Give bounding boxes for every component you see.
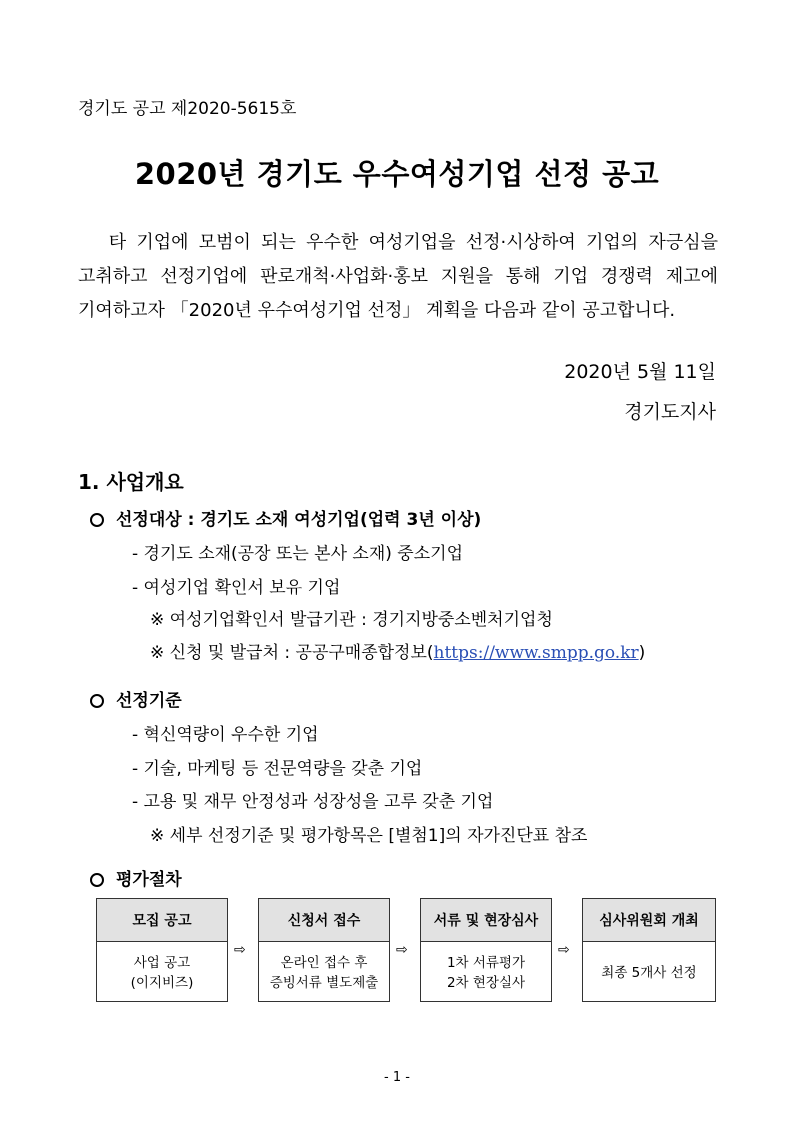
intro-line: 타 기업에 모범이 되는 우수한 여성기업을 선정·시상하여 기업의 자긍심을 [78, 232, 718, 253]
criteria-heading-text: 선정기준 [116, 691, 182, 711]
flow-step [96, 898, 228, 1002]
flow-step-line: 1차 서류평가 [446, 954, 526, 971]
notice-number: 경기도 공고 제2020-5615호 [78, 99, 297, 119]
flow-step [420, 898, 552, 1002]
procedure-heading [90, 865, 182, 890]
flow-step-body [97, 942, 227, 1003]
flow-step-title: 심사위원회 개최 [583, 899, 715, 942]
notice-date: 2020년 5월 11일 [564, 361, 716, 383]
intro-paragraph [78, 226, 718, 328]
flow-arrow-icon: ⇨ [396, 942, 408, 958]
circle-bullet-icon [90, 694, 104, 708]
flow-step-line: 2차 현장실사 [446, 974, 526, 991]
page-number: - 1 - [384, 1070, 410, 1085]
criteria-item: - 혁신역량이 우수한 기업 [132, 725, 319, 745]
smpp-link[interactable]: https://www.smpp.go.kr [433, 643, 639, 663]
flow-arrow-icon: ⇨ [234, 942, 246, 958]
flow-step-title: 신청서 접수 [259, 899, 389, 942]
flow-step-body [421, 942, 551, 1003]
flow-step-line: 사업 공고 [133, 954, 191, 971]
flow-arrow-icon: ⇨ [558, 942, 570, 958]
procedure-heading-text: 평가절차 [116, 870, 182, 890]
flow-step [582, 898, 716, 1002]
target-item: - 경기도 소재(공장 또는 본사 소재) 중소기업 [132, 544, 463, 564]
flow-step-title: 모집 공고 [97, 899, 227, 942]
intro-line: 기여하고자 「2020년 우수여성기업 선정」 계획을 다음과 같이 공고합니다. [78, 300, 676, 321]
note-apply-prefix: ※ 신청 및 발급처 : 공공구매종합정보( [150, 643, 434, 663]
flow-step-line: 온라인 접수 후 [280, 954, 368, 971]
flow-step-title: 서류 및 현장심사 [421, 899, 551, 942]
signer: 경기도지사 [624, 401, 716, 423]
target-item: - 여성기업 확인서 보유 기업 [132, 578, 341, 598]
section-title: 1. 사업개요 [78, 470, 184, 494]
procedure-flow [96, 898, 716, 1004]
flow-step-body [583, 942, 715, 1003]
target-note: ※ 여성기업확인서 발급기관 : 경기지방중소벤처기업청 [150, 610, 553, 630]
document-title: 2020년 경기도 우수여성기업 선정 공고 [134, 157, 660, 191]
circle-bullet-icon [90, 873, 104, 887]
flow-step-line: 증빙서류 별도제출 [269, 974, 379, 991]
target-heading [90, 505, 481, 530]
flow-step-line: 최종 5개사 선정 [601, 964, 697, 981]
flow-step-body [259, 942, 389, 1003]
criteria-note: ※ 세부 선정기준 및 평가항목은 [별첨1]의 자가진단표 참조 [150, 826, 588, 846]
criteria-heading [90, 686, 182, 711]
intro-line: 고취하고 선정기업에 판로개척·사업화·홍보 지원을 통해 기업 경쟁력 제고에 [78, 266, 718, 287]
criteria-item: - 고용 및 재무 안정성과 성장성을 고루 갖춘 기업 [132, 792, 494, 812]
circle-bullet-icon [90, 513, 104, 527]
note-apply-suffix: ) [638, 643, 646, 663]
flow-step-line: (이지비즈) [130, 974, 194, 991]
target-heading-text: 선정대상 : 경기도 소재 여성기업(업력 3년 이상) [116, 510, 482, 530]
flow-step [258, 898, 390, 1002]
target-note-apply [150, 638, 645, 663]
criteria-item: - 기술, 마케팅 등 전문역량을 갖춘 기업 [132, 759, 423, 779]
